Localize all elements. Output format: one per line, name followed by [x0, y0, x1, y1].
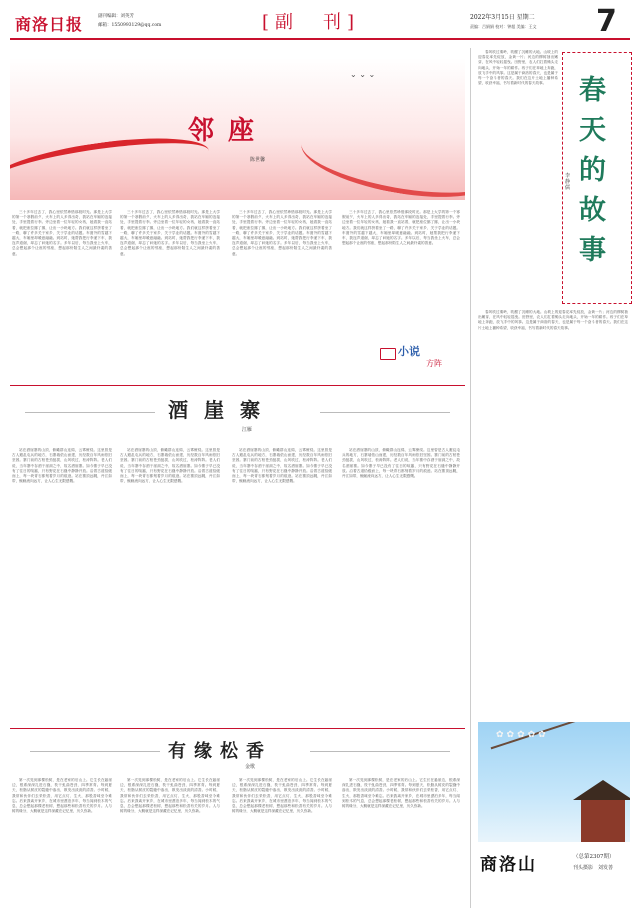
article4-title: 有缘松香: [168, 741, 272, 762]
novel-column-badge: [378, 340, 460, 376]
email-line: 邮箱：1550993129@qq.com: [98, 23, 162, 28]
article3-body-bottom: 春风吹过秦岭，吹醒了沉睡的大地。山坡上的迎春花率先绽放，金黄一片；河边的柳树抽出嫩芽，在风中轻轻摇曳。田野里，农人们扛着锄头走向地头，开始一年的耕作。孩子们在草地上奔跑，放飞手中的风筝。这是属于商洛的春天，也是属于每一个奋斗者的春天。我们在这片土地上播种希望，收获幸福，书写着新时代的春天故事。: [478, 310, 628, 330]
article2-title: 酒崖寨: [168, 398, 276, 422]
red-ribbon-decoration-right: [296, 111, 465, 200]
article4-body-col4: 第一次见到那棵松树，是在老家的后山上。它生长在悬崖边，根系深深扎进石缝，枝干虬曲苍劲，四季常青。每到夏天，松脂从树皮的裂缝中渗出，散发出淡淡的清香。小时候，我常和伙伴们去采松香，用它点灯、生火，那股香味至今难忘。后来我离开家乡，在城市里漂泊多年，每当闻到松木的气息，总会想起那棵老松树，想起那些和松香有关的岁月。人与树的缘分，大概就是这样深藏在记忆里，历久弥新。: [342, 778, 460, 809]
article1-title: 邻座: [188, 116, 269, 146]
article3-body-top: 春风吹过秦岭，吹醒了沉睡的大地。山坡上的迎春花率先绽放，金黄一片；河边的柳树抽出嫩芽，在风中轻轻摇曳。田野里，农人们扛着锄头走向地头，开始一年的耕作。孩子们在草地上奔跑，放飞手中的风筝。这是属于商洛的春天，也是属于每一个奋斗者的春天。我们在这片土地上播种希望，收获幸福，书写着新时代的春天故事。: [478, 50, 558, 86]
masthead-photo: [478, 722, 630, 842]
article2-body-col3: 站在酒崖寨的山顶，俯瞰群山连绵，云雾缭绕。这里曾是古人避乱屯兵的地方，石寨墙依山而建，历经数百年风雨依旧坚固。寨门前的古柏苍劲挺拔，山风吹过，松涛阵阵。老人们说，当年寨中存酒于崖洞之中，故名酒崖寨。如今寨子早已没有了往日的喧嚣，只有野花在石缝中静静开放。沿着古道拾级而上，每一块青石都刻着岁月的痕迹。站在寨顶远眺，丹江如带，蜿蜒流向远方，让人心生无限感慨。: [232, 448, 332, 484]
article4-body-col2: 第一次见到那棵松树，是在老家的后山上。它生长在悬崖边，根系深深扎进石缝，枝干虬曲苍劲，四季常青。每到夏天，松脂从树皮的裂缝中渗出，散发出淡淡的清香。小时候，我常和伙伴们去采松香，用它点灯、生火，那股香味至今难忘。后来我离开家乡，在城市里漂泊多年，每当闻到松木的气息，总会想起那棵老松树，想起那些和松香有关的岁月。人与树的缘分，大概就是这样深藏在记忆里，历久弥新。: [120, 778, 220, 814]
section-title: [副 刊]: [262, 12, 361, 33]
red-ribbon-decoration: [10, 128, 212, 200]
article2-body-col4: 站在酒崖寨的山顶，俯瞰群山连绵，云雾缭绕。这里曾是古人避乱屯兵的地方，石寨墙依山而建，历经数百年风雨依旧坚固。寨门前的古柏苍劲挺拔，山风吹过，松涛阵阵。老人们说，当年寨中存酒于崖洞之中，故名酒崖寨。如今寨子早已没有了往日的喧嚣，只有野花在石缝中静静开放。沿着古道拾级而上，每一块青石都刻着岁月的痕迹。站在寨顶远眺，丹江如带，蜿蜒流向远方，让人心生无限感慨。: [342, 448, 460, 479]
article3-title: 春天的故事: [579, 75, 606, 266]
article2-author: 江雁: [242, 427, 253, 433]
article4-body-col3: 第一次见到那棵松树，是在老家的后山上。它生长在悬崖边，根系深深扎进石缝，枝干虬曲苍劲，四季常青。每到夏天，松脂从树皮的裂缝中渗出，散发出淡淡的清香。小时候，我常和伙伴们去采松香，用它点灯、生火，那股香味至今难忘。后来我离开家乡，在城市里漂泊多年，每当闻到松木的气息，总会想起那棵老松树，想起那些和松香有关的岁月。人与树的缘分，大概就是这样深藏在记忆里，历久弥新。: [232, 778, 332, 814]
article1-author: 陈世馨: [250, 157, 266, 163]
pavilion-body: [581, 800, 625, 842]
divider-2: [10, 728, 465, 729]
caption-title: 商洛山: [480, 855, 537, 875]
article1-body-col1: 三十多年过去了，我心里依然珍惜那段时光。那是上大学的第一个寒假前夕，火车上的人多得出奇，我站在车厢的连接处，手里提着行李。旁边坐着一位年轻的女孩，她看我一直站着，就把座位挪了挪，让出一小块地方。我们就这样挤着坐了一路，聊了许多关于家乡、关于学业的话题。车窗外的雪越下越大，车厢里却暖意融融。到站时，她帮我把行李递下车，我连声道谢，却忘了问她的名字。多年以后，每当我坐上火车，总会想起那个让座的邻座，想起那份陌生人之间最朴素的善意。: [12, 210, 112, 256]
article1-header: [10, 58, 465, 200]
article2-body-col2: 站在酒崖寨的山顶，俯瞰群山连绵，云雾缭绕。这里曾是古人避乱屯兵的地方，石寨墙依山而建，历经数百年风雨依旧坚固。寨门前的古柏苍劲挺拔，山风吹过，松涛阵阵。老人们说，当年寨中存酒于崖洞之中，故名酒崖寨。如今寨子早已没有了往日的喧嚣，只有野花在石缝中静静开放。沿着古道拾级而上，每一块青石都刻着岁月的痕迹。站在寨顶远眺，丹江如带，蜿蜒流向远方，让人心生无限感慨。: [120, 448, 220, 484]
page-number: 7: [596, 4, 617, 39]
article3-author: 李静儒: [565, 173, 571, 191]
article2-body-col1: 站在酒崖寨的山顶，俯瞰群山连绵，云雾缭绕。这里曾是古人避乱屯兵的地方，石寨墙依山而建，历经数百年风雨依旧坚固。寨门前的古柏苍劲挺拔，山风吹过，松涛阵阵。老人们说，当年寨中存酒于崖洞之中，故名酒崖寨。如今寨子早已没有了往日的喧嚣，只有野花在石缝中静静开放。沿着古道拾级而上，每一块青石都刻着岁月的痕迹。站在寨顶远眺，丹江如带，蜿蜒流向远方，让人心生无限感慨。: [12, 448, 112, 484]
newspaper-logo: 商洛日报: [15, 15, 84, 34]
masthead: [0, 0, 638, 42]
photo-credit: 刊头摄影 刘发善: [573, 865, 614, 871]
article3-title-box: [562, 52, 632, 304]
bird-silhouettes: ⌄ ⌄ ⌄: [350, 70, 376, 79]
title-left-rule: [25, 412, 155, 413]
title-right-rule: [320, 412, 450, 413]
article4-body-col1: 第一次见到那棵松树，是在老家的后山上。它生长在悬崖边，根系深深扎进石缝，枝干虬曲苍劲，四季常青。每到夏天，松脂从树皮的裂缝中渗出，散发出淡淡的清香。小时候，我常和伙伴们去采松香，用它点灯、生火，那股香味至今难忘。后来我离开家乡，在城市里漂泊多年，每当闻到松木的气息，总会想起那棵老松树，想起那些和松香有关的岁月。人与树的缘分，大概就是这样深藏在记忆里，历久弥新。: [12, 778, 112, 814]
badge-label-1: 小说: [398, 345, 420, 358]
issue-number: （总第2307期）: [573, 854, 615, 860]
article1-body-col2: 三十多年过去了，我心里依然珍惜那段时光。那是上大学的第一个寒假前夕，火车上的人多得出奇，我站在车厢的连接处，手里提着行李。旁边坐着一位年轻的女孩，她看我一直站着，就把座位挪了挪，让出一小块地方。我们就这样挤着坐了一路，聊了许多关于家乡、关于学业的话题。车窗外的雪越下越大，车厢里却暖意融融。到站时，她帮我把行李递下车，我连声道谢，却忘了问她的名字。多年以后，每当我坐上火车，总会想起那个让座的邻座，想起那份陌生人之间最朴素的善意。: [120, 210, 220, 256]
issue-date: 2022年3月15日 星期二: [470, 14, 535, 21]
article1-body-col3: 三十多年过去了，我心里依然珍惜那段时光。那是上大学的第一个寒假前夕，火车上的人多得出奇，我站在车厢的连接处，手里提着行李。旁边坐着一位年轻的女孩，她看我一直站着，就把座位挪了挪，让出一小块地方。我们就这样挤着坐了一路，聊了许多关于家乡、关于学业的话题。车窗外的雪越下越大，车厢里却暖意融融。到站时，她帮我把行李递下车，我连声道谢，却忘了问她的名字。多年以后，每当我坐上火车，总会想起那个让座的邻座，想起那份陌生人之间最朴素的善意。: [232, 210, 332, 256]
article2-title-banner: [10, 390, 465, 442]
column-separator: [470, 48, 471, 908]
staff-line: 责编：吕娟娟 校对：钟超 美编：王文: [470, 24, 537, 29]
article1-body-col4: 三十多年过去了，我心里依然珍惜那段时光。那是上大学的第一个寒假前夕，火车上的人多得出奇，我站在车厢的连接处，手里提着行李。旁边坐着一位年轻的女孩，她看我一直站着，就把座位挪了挪，让出一小块地方。我们就这样挤着坐了一路，聊了许多关于家乡、关于学业的话题。车窗外的雪越下越大，车厢里却暖意融融。到站时，她帮我把行李递下车，我连声道谢，却忘了问她的名字。多年以后，每当我坐上火车，总会想起那个让座的邻座，想起那份陌生人之间最朴素的善意。: [342, 210, 460, 246]
article4-title-banner: [10, 735, 465, 775]
photo-caption: [478, 844, 630, 904]
editor-line: 副刊编辑：刘英芳: [98, 14, 134, 19]
title-left-rule: [30, 751, 160, 752]
article4-author: 金歌: [245, 764, 256, 770]
masthead-rule: [10, 38, 630, 40]
divider-1: [10, 385, 465, 386]
title-right-rule: [310, 751, 450, 752]
badge-label-2: 方阵: [426, 359, 442, 368]
pavilion-roof: [573, 780, 630, 800]
book-icon: [380, 348, 396, 360]
blossom-flowers: ✿✿✿✿✿: [496, 730, 549, 740]
